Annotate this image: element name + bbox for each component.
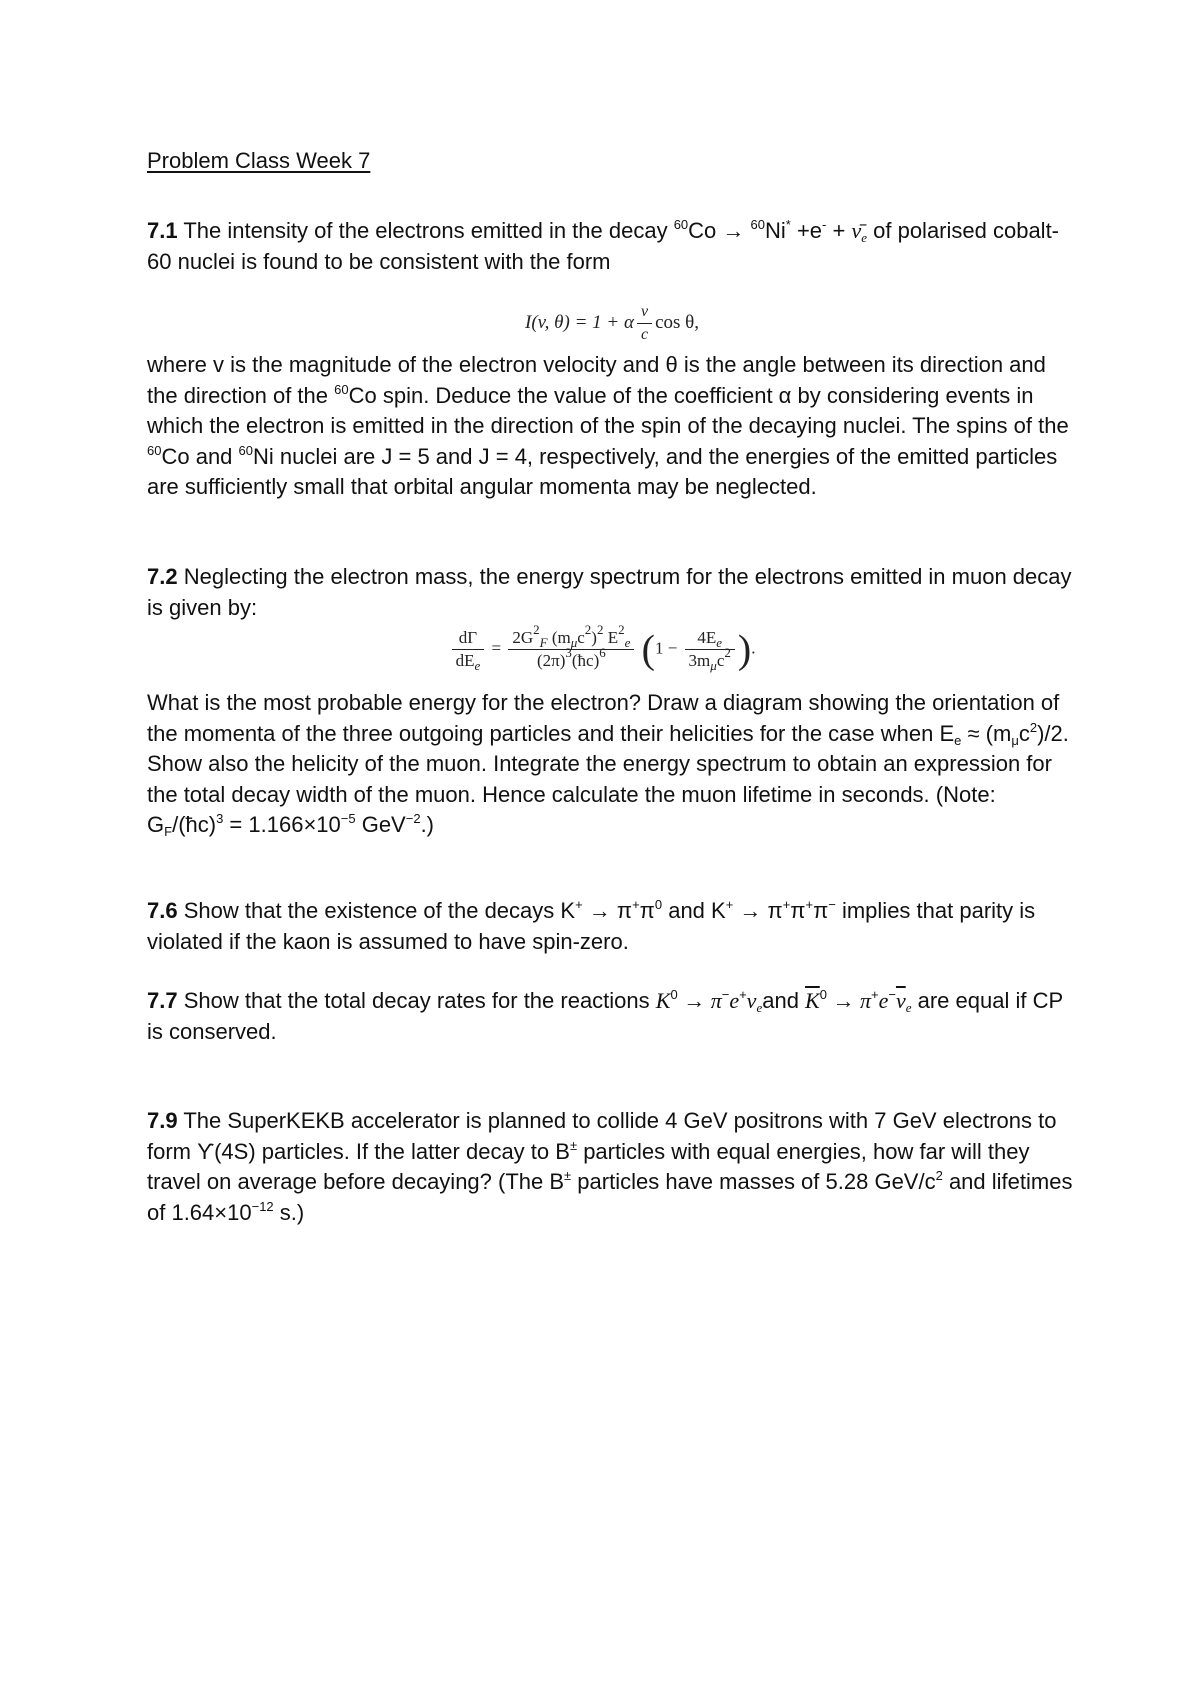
equation-energy-spectrum: $\frac{d\Gamma}{dE_e}$ = $\frac{2G^2_F (m_\mu c^2)^2 E^2_e}{(2\pi)^3(ħc)^6}$ (1 − $\frac{4E_e}{3m_\mu c^2}$ ). <box>137 628 1067 671</box>
problem-7-1-body: where v is the magnitude of the electron velocity and θ is the angle between its direction and the direction of the $^{60}$Co spin. Deduce the value of the coefficient α by considering events in which the electron is emitted in the direction of the spin of the decaying nuclei. The spins of the $^{60}$Co and $^{60}$Ni nuclei are J = 5 and J = 4, respectively, and the energies of the emitted particles are sufficiently small that orbital angular momenta may be neglected. <box>147 352 1069 499</box>
problem-number: 7.1 <box>147 218 178 243</box>
problem-7-1: 7.1 The intensity of the electrons emitted in the decay $^{60}Co \to ^{60}Ni^* +e^- + \nū_e$ of polarised cobalt-60 nuclei is found to be consistent with the form <box>147 217 1060 274</box>
problem-7-9: 7.9 The SuperKEKB accelerator is planned to collide 4 GeV positrons with 7 GeV electrons to form ϒ(4S) particles. If the latter decay to B± particles with equal energies, how far will they travel on average before decaying? (The B± particles have masses of 5.28 GeV/$c^2$ and lifetimes of $1.64\times 10^{-12}$ s.) <box>147 1108 1073 1225</box>
problem-7-7: 7.7 Show that the total decay rates for the reactions $K^0 \to \pi^-e^+\nu_eand$ $\overline{K}^0 \to \pi^+e^-\overline{\nu}_e$ are equal if CP is conserved. <box>147 987 1063 1044</box>
problem-7-2: 7.2 Neglecting the electron mass, the energy spectrum for the electrons emitted in muon decay is given by: <box>147 564 1072 620</box>
problem-number: 7.2 <box>147 564 178 589</box>
problem-7-6: 7.6 Show that the existence of the decays $K^+ \to \pi^+\pi^0$ and K+ → π+π+π− implies that parity is violated if the kaon is assumed to have spin-zero. <box>147 897 1036 954</box>
problem-7-2-body: What is the most probable energy for the electron? Draw a diagram showing the orientation of the momenta of the three outgoing particles and their helicities for the case when $E_e \approx (m_\mu c^2)/2$. Show also the helicity of the muon. Integrate the energy spectrum to obtain an expression for the total decay width of the muon. Hence calculate the muon lifetime in seconds. (Note: $G_F/(ħc)^3 = 1.166\times 10^{-5}$ GeV$^{-2}$.) <box>147 690 1069 839</box>
problem-number: 7.9 <box>147 1108 178 1133</box>
equation-intensity: I(v, θ) = 1 + α $\frac{v}{c}$ cos θ, <box>525 303 699 343</box>
problem-number: 7.6 <box>147 898 178 923</box>
page-title: Problem Class Week 7 <box>147 148 371 173</box>
problem-number: 7.7 <box>147 988 178 1013</box>
